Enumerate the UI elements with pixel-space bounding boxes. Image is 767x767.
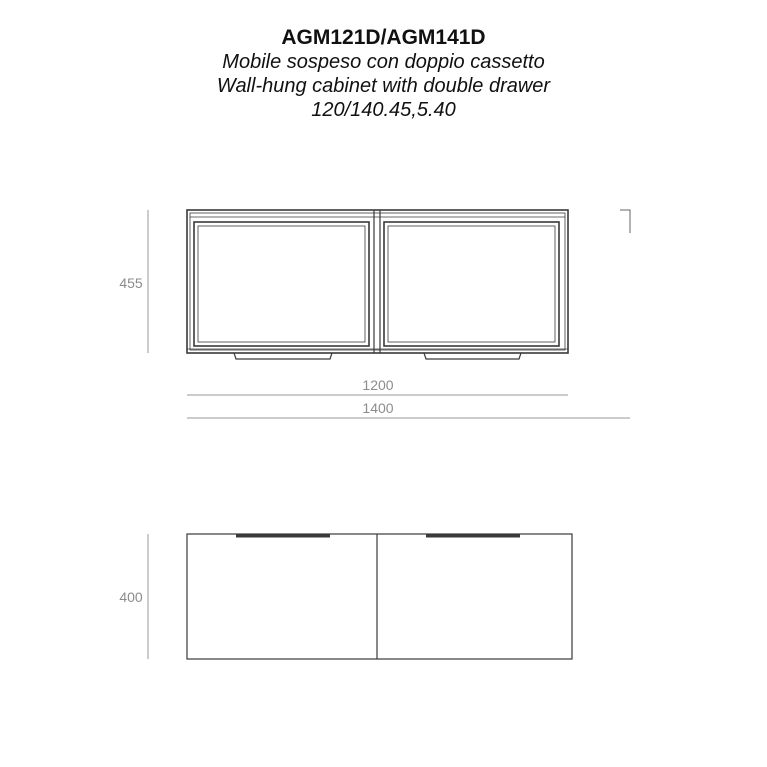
front-outer-frame (187, 210, 568, 353)
front-left-panel-inner (198, 226, 365, 342)
front-right-panel-outer (384, 222, 559, 346)
left-handle-icon (234, 353, 332, 359)
product-code: AGM121D/AGM141D (281, 26, 486, 49)
size-codes: 120/140.45,5.40 (311, 99, 456, 121)
top-view-outline (187, 534, 572, 659)
front-inner-frame (190, 213, 565, 350)
front-left-panel-outer (194, 222, 369, 346)
depth-dimension-label: 400 (119, 589, 143, 605)
width-1400-label: 1400 (362, 400, 394, 416)
description-italian: Mobile sospeso con doppio cassetto (222, 51, 545, 73)
top-view (187, 534, 572, 659)
description-english: Wall-hung cabinet with double drawer (216, 75, 551, 97)
wall-bracket-mark (620, 210, 630, 233)
height-dimension-label: 455 (119, 275, 143, 291)
front-view (187, 210, 630, 359)
width-1200-label: 1200 (362, 377, 394, 393)
right-handle-icon (424, 353, 521, 359)
front-right-panel-inner (388, 226, 555, 342)
